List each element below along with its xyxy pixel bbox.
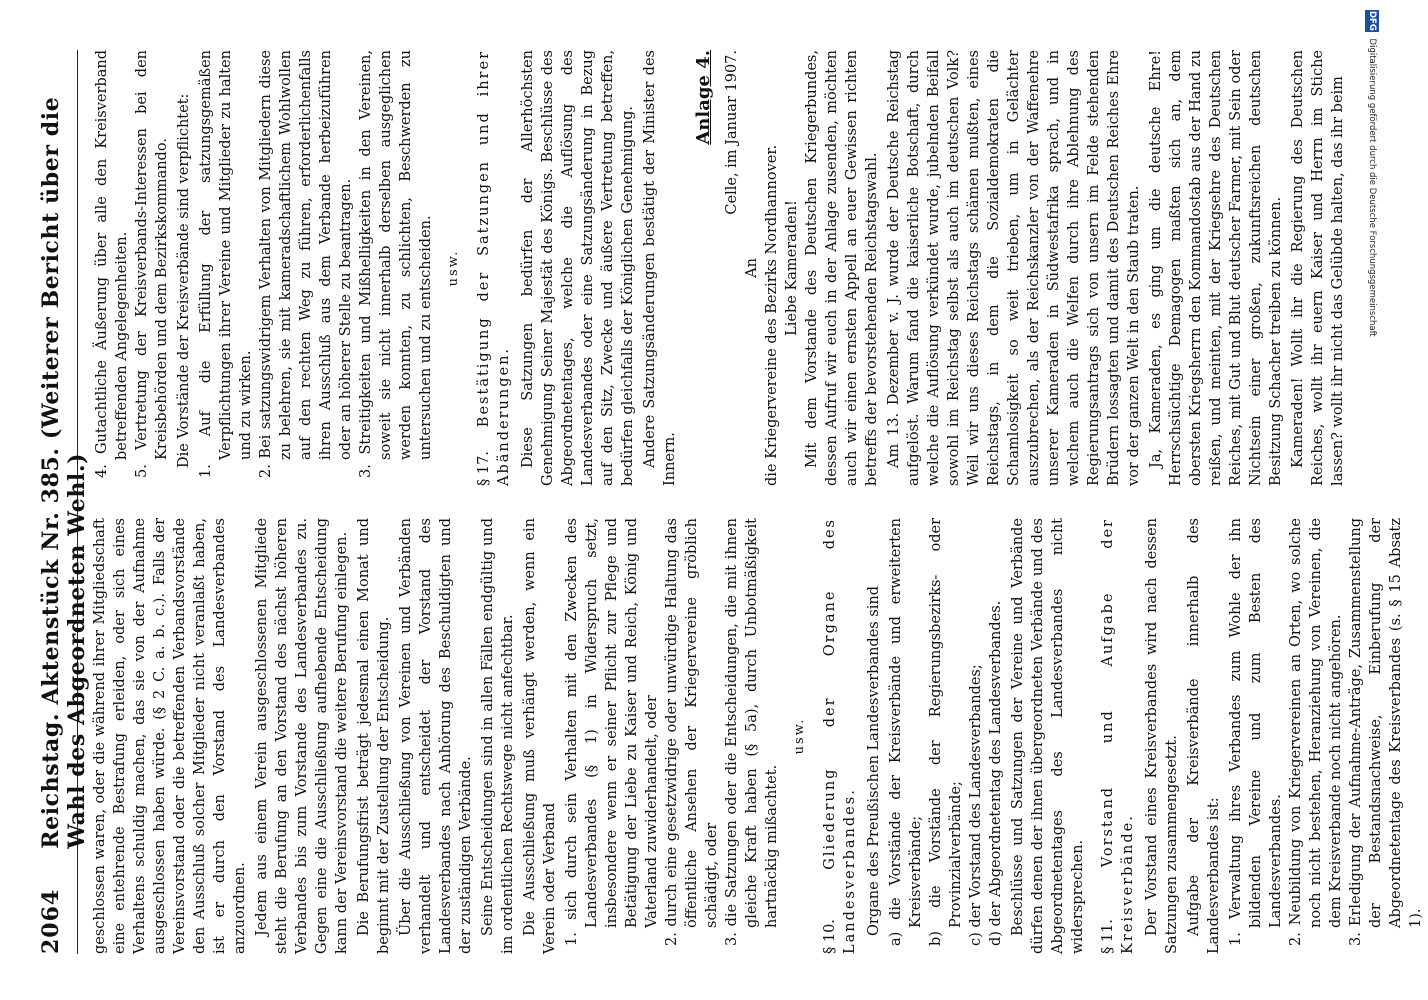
- section-title: Bestätigung der Satzungen und ihrer Abänderungen.: [476, 49, 512, 486]
- tasks-list-continued: [92, 50, 172, 486]
- paragraph: geschlossen waren, oder die während ihrer Mitgliedschaft eine entehrende Bestrafung erleiden, oder sich eines Verhaltens schuldig machen, das sie von der Aufnahme ausgeschlossen haben würde. (§ 2 C. a. b. c.). Falls der Vereinsvorstand oder die betreffenden Verbandsvorstände den Ausschluß solcher Mitglieder nicht veranlaßt haben, ist er durch den Vorstand des Landesverbandes anzuordnen.: [92, 518, 248, 954]
- list-item: 4. Gutachtliche Äußerung über alle den Kreisverband betreffenden Angelegenheiten.: [94, 50, 130, 478]
- usw-marker: usw.: [446, 249, 461, 287]
- page-title: Reichstag. Aktenstück Nr. 385. (Weiterer Bericht über die Wahl des Abgeordneten Wehl.): [38, 96, 90, 849]
- section-17-heading: [474, 50, 514, 486]
- tasks-list: [1226, 518, 1426, 954]
- place-date: Celle, im Januar 1907.: [724, 50, 740, 215]
- list-item: 5. Vertretung der Kreisverbands-Interessen bei den Kreisbehörden und dem Bezirkskommando.: [134, 50, 170, 478]
- organs-list: [886, 518, 1006, 954]
- paragraph: Die Vorstände der Kreisverbände sind verpflichtet:: [176, 93, 192, 468]
- section-title: Vorstand und Aufgabe der Kreisverbände.: [1100, 518, 1136, 954]
- digitization-credit: Digitalisierung gefördert durch die Deutsche Forschungsgemeinschaft: [1367, 38, 1377, 337]
- paragraph: Aufgabe der Kreisverbände innerhalb des Landesverbandes ist:: [1186, 518, 1222, 954]
- list-item: 2. Neubildung von Kriegervereinen an Orten, wo solche noch nicht bestehen, Heranziehung von Vereinen, die dem Kreisverbande noch nicht angehören.: [1288, 518, 1344, 946]
- right-column: [90, 50, 1428, 486]
- section-11-heading: [1098, 518, 1138, 954]
- paragraph: Die Berufungsfrist beträgt jedesmal einen Monat und beginnt mit der Zustellung der Entscheidung.: [356, 518, 392, 954]
- paragraph: Andere Satzungsänderungen bestätigt der Minister des Innern.: [642, 50, 678, 486]
- dfg-logo: DFG: [1367, 11, 1377, 31]
- letter-salutation: Liebe Kameraden!: [784, 200, 800, 336]
- exclusion-list: [562, 518, 782, 954]
- list-item: 3. die Satzungen oder die Entscheidungen, die mit ihnen gleiche Kraft haben (§ 5a), durch Unbotmäßigkeit hartnäckig mißachtet.: [724, 518, 780, 946]
- paragraph: Ja, Kameraden, es ging um die deutsche Ehre! Herrschsüchtige Demagogen maßten sich an, dem obersten Kriegsherrn den Kommandostab aus der Hand zu reißen, und meinten, mit der Kriegsehre des Deutschen Reiches, mit Gut und Blut deutscher Farmer, mit Sein oder Nichtsein einer großen, zukunftsreichen deutschen Besitzung Schacher treiben zu können.: [1148, 50, 1284, 486]
- list-item: c) der Vorstand des Landesverbandes;: [968, 664, 984, 946]
- page-number: 2064: [38, 888, 64, 954]
- left-column: [90, 518, 1428, 954]
- list-item: 1. Auf die Erfüllung der satzungsgemäßen Verpflichtungen ihrer Vereine und Mitglieder zu halten und zu wirken.: [198, 50, 254, 478]
- letter-an: An: [744, 258, 760, 278]
- duties-list: [196, 50, 436, 486]
- list-item: 3. Streitigkeiten und Mißhelligkeiten in den Vereinen, soweit sie nicht innerhalb derselben ausgeglichen werden konnten, zu schlichten, Beschwerden zu untersuchen und zu entscheiden.: [358, 50, 434, 478]
- section-number: § 17.: [476, 451, 492, 486]
- digitization-note: [1365, 10, 1379, 337]
- page-header: [38, 50, 90, 954]
- paragraph: Seine Entscheidungen sind in allen Fällen endgültig und im ordentlichen Rechtswege nicht anfechtbar.: [480, 518, 516, 954]
- list-item: d) der Abgeordnetentag des Landesverbandes.: [988, 600, 1004, 946]
- section-10-heading: [820, 518, 860, 954]
- appendix-heading: Anlage 4.: [693, 50, 714, 145]
- usw-marker: usw.: [792, 717, 807, 755]
- paragraph: Am 13. Dezember v. J. wurde der Deutsche Reichstag aufgelöst. Warum fand die kaiserliche Botschaft, durch welche die Auflösung verkündet wurde, jubelnden Beifall sowohl im Reichstag selbst als auch im deutschen Volk? Weil wir uns dieses Reichstags schämen mußten, eines Reichstags, in dem die Sozialdemokraten die Schamlosigkeit so weit trieben, um in Gelächter auszubrechen, als der Reichskanzler von der Waffenehre unserer Kameraden in Südwestafrika sprach, und in welchem auch die Welfen durch ihre Ablehnung des Regierungsantrags sich von unsern im Felde stehenden Brüdern lossagten und damit des Deutschen Reiches Ehre vor der ganzen Welt in den Staub traten.: [886, 50, 1142, 486]
- paragraph: Beschlüsse und Satzungen der Vereine und Verbände dürfen denen der ihnen übergeordneten Verbände und des Abgeordnetentages des Landesverbandes nicht widersprechen.: [1010, 518, 1086, 954]
- list-item: 3. Erledigung der Aufnahme-Anträge, Zusammenstellung der Bestandsnachweise, Einberufung der Abgeordnetentage des Kreisverbandes (s. § 15 Absatz 1).: [1348, 518, 1424, 946]
- list-item: b) die Vorstände der Regierungsbezirks- oder Provinzialverbände;: [928, 518, 964, 946]
- paragraph: Über die Ausschließung von Vereinen und Verbänden verhandelt und entscheidet der Vorstand des Landesverbandes nach Anhörung des Beschuldigten und der zuständigen Verbände.: [398, 518, 474, 954]
- paragraph: Die Ausschließung muß verhängt werden, wenn ein Verein oder Verband: [522, 518, 558, 954]
- paragraph: Mit dem Vorstande des Deutschen Kriegerbundes, dessen Aufruf wir euch in der Anlage zusenden, möchten auch wir einen ernsten Appell an euer Gewissen richten betreffs der bevorstehenden Reichstagswahl.: [804, 50, 880, 486]
- paragraph: Diese Satzungen bedürfen der Allerhöchsten Genehmigung Seiner Majestät des Königs. Beschlüsse des Abgeordnetentages, welche die Auflösung des Landesverbandes oder eine Satzungsänderung in Bezug auf den Sitz, Zwecke und äußere Vertretung betreffen, bedürfen gleichfalls der Königlichen Genehmigung.: [520, 50, 636, 486]
- list-item: 2. Bei satzungswidrigem Verhalten von Mitgliedern diese zu belehren, sie mit kameradschaftlichem Wohlwollen auf den rechten Weg zu führen, erforderlichenfalls ihren Ausschluß aus dem Verbande herbeizuführen oder an höherer Stelle zu beantragen.: [258, 50, 354, 478]
- paragraph: Organe des Preußischen Landesverbandes sind: [866, 585, 882, 936]
- section-number: § 11.: [1100, 919, 1116, 954]
- section-title: Gliederung der Organe des Landesverbandes.: [822, 518, 858, 954]
- paragraph: Der Vorstand eines Kreisverbandes wird nach dessen Satzungen zusammengesetzt.: [1144, 518, 1180, 954]
- paragraph: Kameraden! Wollt ihr die Regierung des Deutschen Reiches, wollt ihr euern Kaiser und Herrn im Stiche lassen? wollt ihr nicht das Gelübde halten, das ihr beim: [1290, 50, 1346, 486]
- paragraph: Jedem aus einem Verein ausgeschlossenen Mitgliede steht die Berufung an den Vorstand des nächst höheren Verbandes bis zum Vorstande des Landesverbandes zu. Gegen eine die Ausschließung aufhebende Entscheidung kann der Vereinsvorstand die weitere Berufung einlegen.: [254, 518, 350, 954]
- list-item: 2. durch eine gesetzwidrige oder unwürdige Haltung das öffentliche Ansehen der Kriegervereine gröblich schädigt, oder: [664, 518, 720, 946]
- list-item: 1. Verwaltung ihres Verbandes zum Wohle der ihn bildenden Vereine und zum Besten des Landesverbandes.: [1228, 518, 1284, 946]
- section-number: § 10.: [822, 919, 838, 954]
- list-item: 1. sich durch sein Verhalten mit den Zwecken des Landesverbandes (§ 1) in Widerspruch setzt, insbesondere wenn er seiner Pflicht zur Pflege und Betätigung der Liebe zu Kaiser und Reich, König und Vaterland zuwiderhandelt, oder: [564, 518, 660, 946]
- list-item: a) die Vorstände der Kreisverbände und erweiterten Kreisverbände;: [888, 518, 924, 946]
- letter-addressee: die Kriegervereine des Bezirks Nordhannover.: [764, 144, 780, 486]
